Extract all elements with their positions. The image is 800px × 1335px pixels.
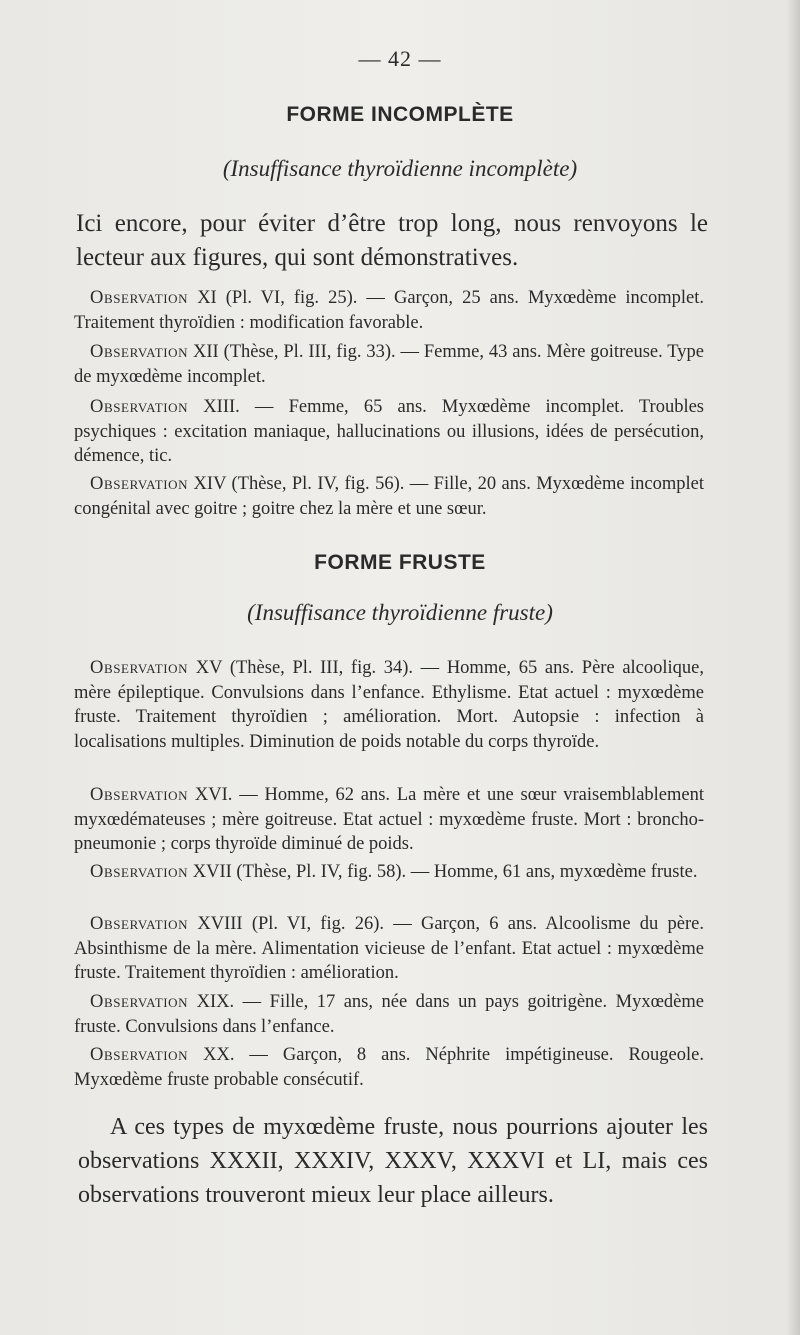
observation-xvi [74,783,704,857]
observation-xiv [74,472,704,521]
closing-paragraph: A ces types de myxœdème fruste, nous pourrions ajouter les observations XXXII, XXXIV, XXXV, XXXVI et LI, mais ces observations trouveront mieux leur place ailleurs. [78,1114,708,1208]
section-title-incomplete: FORME INCOMPLÈTE [286,103,514,126]
observation-text: XI (Pl. VI, fig. 25). — Garçon, 25 ans. Myxœdème incomplet. Traitement thyroïdien : modification favorable. [74,288,704,333]
observation-label: Observation [90,342,189,362]
observation-text: XVI. — Homme, 62 ans. La mère et une sœur vraisemblablement myxœdémateuses ; mère goitreuse. Etat actuel : myxœdème fruste. Mort : broncho-pneumonie ; corps thyroïde diminué de poids. [74,785,704,854]
observation-text: XIII. — Femme, 65 ans. Myxœdème incomplet. Troubles psychiques : excitation maniaque, hallucinations ou illusions, idées de persécution, démence, tic. [74,397,704,466]
section-title-fruste: FORME FRUSTE [314,551,486,574]
observation-text: XIX. — Fille, 17 ans, née dans un pays goitrigène. Myxœdème fruste. Convulsions dans l’enfance. [74,992,704,1037]
intro-paragraph: Ici encore, pour éviter d’être trop long, nous renvoyons le lecteur aux figures, qui sont démonstratives. [76,210,708,271]
observation-text: XVII (Thèse, Pl. IV, fig. 58). — Homme, 61 ans, myxœdème fruste. [188,862,698,882]
observation-xix [74,990,704,1039]
observation-label: Observation [90,397,189,417]
observation-label: Observation [90,992,189,1012]
page-edge-shadow [786,0,800,1335]
observation-xii [74,340,704,389]
section-subtitle-fruste: (Insuffisance thyroïdienne fruste) [247,600,553,625]
observation-label: Observation [90,862,189,882]
observation-text: XVIII (Pl. VI, fig. 26). — Garçon, 6 ans. Alcoolisme du père. Absinthisme de la mère. Alimentation vicieuse de l’enfant. Etat actuel : myxœdème fruste. Traitement thyroïdien : amélioration. [74,914,704,983]
observation-xiii [74,395,704,469]
observation-label: Observation [90,1045,189,1065]
observation-label: Observation [90,658,189,678]
observation-xi [74,286,704,335]
observation-label: Observation [90,288,189,308]
section-subtitle-incomplete: (Insuffisance thyroïdienne incomplète) [222,156,578,181]
observation-text: XII (Thèse, Pl. III, fig. 33). — Femme, 43 ans. Mère goitreuse. Type de myxœdème incomplet. [74,342,704,387]
observation-xviii [74,912,704,986]
page-number: — 42 — [358,46,442,71]
observation-xvii [74,860,704,885]
observation-label: Observation [90,785,189,805]
observation-xx [74,1043,704,1092]
observation-xv [74,656,704,754]
observation-text: XV (Thèse, Pl. III, fig. 34). — Homme, 65 ans. Père alcoolique, mère épileptique. Convulsions dans l’enfance. Ethylisme. Etat actuel : myxœdème fruste. Traitement thyroïdien ; amélioration. Mort. Autopsie : infection à localisations multiples. Diminution de poids notable du corps thyroïde. [74,658,704,752]
observation-label: Observation [90,474,189,494]
observation-text: XX. — Garçon, 8 ans. Néphrite impétigineuse. Rougeole. Myxœdème fruste probable consécutif. [74,1045,704,1090]
observation-text: XIV (Thèse, Pl. IV, fig. 56). — Fille, 20 ans. Myxœdème incomplet congénital avec goitre ; goitre chez la mère et une sœur. [74,474,704,519]
observation-label: Observation [90,914,189,934]
